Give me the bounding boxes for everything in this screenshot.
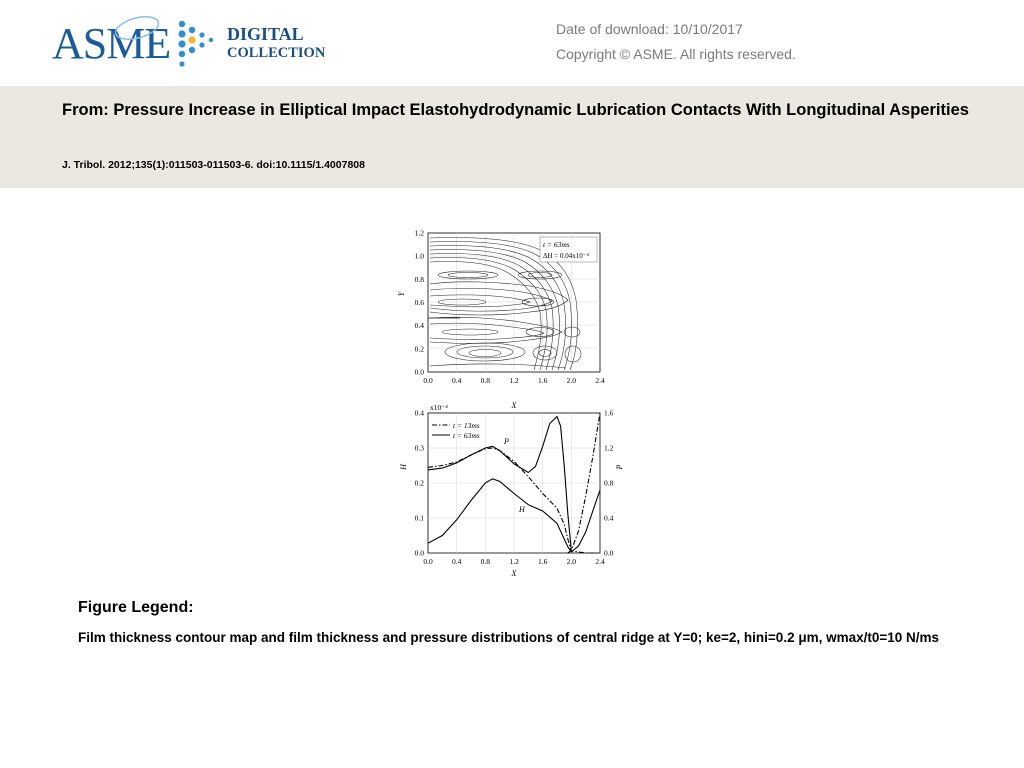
distribution-left-tick-0: 0.0 [414,548,424,558]
article-citation[interactable]: J. Tribol. 2012;135(1):011503-011503-6. doi:10.1115/1.4007808 [62,159,365,171]
distribution-right-tick-4: 1.6 [604,408,614,418]
distribution-x-tick-2: 0.8 [480,557,491,566]
contour-panel [397,229,605,411]
distribution-right-tick-2: 0.8 [604,478,614,488]
contour-annotation-time: t = 63ms [543,240,570,249]
figure-legend-heading: Figure Legend: [78,599,194,616]
contour-y-tick-0: 0.0 [414,367,424,377]
distribution-x-axis-label: X [511,569,517,578]
asme-brand-text: ASME [52,19,171,68]
contour-y-axis-label: Y [397,291,406,297]
distribution-left-tick-labels [415,409,425,558]
series-label-h: H [519,505,525,514]
contour-x-tick-1: 0.4 [451,376,462,385]
contour-y-tick-1: 0.2 [414,344,424,354]
distribution-right-axis-label: P [615,464,624,470]
contour-y-tick-labels [415,229,425,377]
distribution-left-tick-4: 0.4 [414,408,424,418]
series-label-p: P [504,437,509,446]
contour-annotation-box [540,237,597,262]
distribution-x-tick-4: 1.6 [537,557,548,566]
distribution-right-tick-3: 1.2 [604,443,614,453]
legend-entry-63ms: t = 63ms [453,431,480,440]
asme-digital-collection-logo[interactable] [52,10,352,70]
distribution-right-tick-labels [604,409,614,558]
distribution-right-tick-0: 0.0 [604,548,614,558]
distribution-left-tick-3: 0.3 [414,443,424,453]
contour-y-tick-6: 1.2 [414,228,424,238]
distribution-x-tick-6: 2.4 [595,557,605,566]
legend-entry-13ms: t = 13ms [453,421,480,430]
distribution-x-tick-3: 1.2 [509,557,519,566]
copyright-notice: Copyright © ASME. All rights reserved. [556,46,796,62]
figure-legend-text: Film thickness contour map and film thickness and pressure distributions of central ridge at Y=0; ke=2, hini=0.2 μm, wmax/t0=10 N/ms [78,630,940,645]
distribution-left-axis-label: H [399,464,408,470]
contour-x-tick-3: 1.2 [509,376,519,385]
distribution-x-tick-5: 2.0 [566,557,577,566]
distribution-right-tick-1: 0.4 [604,513,614,523]
contour-x-tick-labels [423,376,605,385]
contour-x-tick-2: 0.8 [480,376,491,385]
distribution-left-tick-1: 0.1 [414,513,424,523]
contour-x-tick-5: 2.0 [566,376,577,385]
distribution-x-tick-1: 0.4 [451,557,462,566]
contour-annotation-delta: ΔH = 0.04x10⁻⁴ [543,252,589,260]
contour-x-tick-4: 1.6 [537,376,548,385]
dots-icon [178,21,213,67]
figure-image [390,220,630,582]
exponent-label: x10⁻⁴ [430,403,448,412]
contour-y-tick-5: 1.0 [414,251,424,261]
distribution-left-tick-2: 0.2 [414,478,424,488]
digital-text: DIGITAL [227,24,304,44]
distribution-panel [399,403,624,578]
article-title[interactable]: From: Pressure Increase in Elliptical Impact Elastohydrodynamic Lubrication Contacts With Longitudinal Asperities [62,101,969,119]
contour-x-tick-0: 0.0 [423,376,433,385]
contour-y-tick-4: 0.8 [414,274,424,284]
contour-x-axis-label: X [511,401,517,410]
collection-text: COLLECTION [227,45,326,61]
contour-y-tick-3: 0.6 [414,298,424,307]
distribution-x-tick-0: 0.0 [423,557,433,566]
distribution-x-tick-labels [423,557,605,566]
download-date: Date of download: 10/10/2017 [556,21,743,37]
contour-x-tick-6: 2.4 [595,376,605,385]
contour-y-tick-2: 0.4 [414,321,424,331]
